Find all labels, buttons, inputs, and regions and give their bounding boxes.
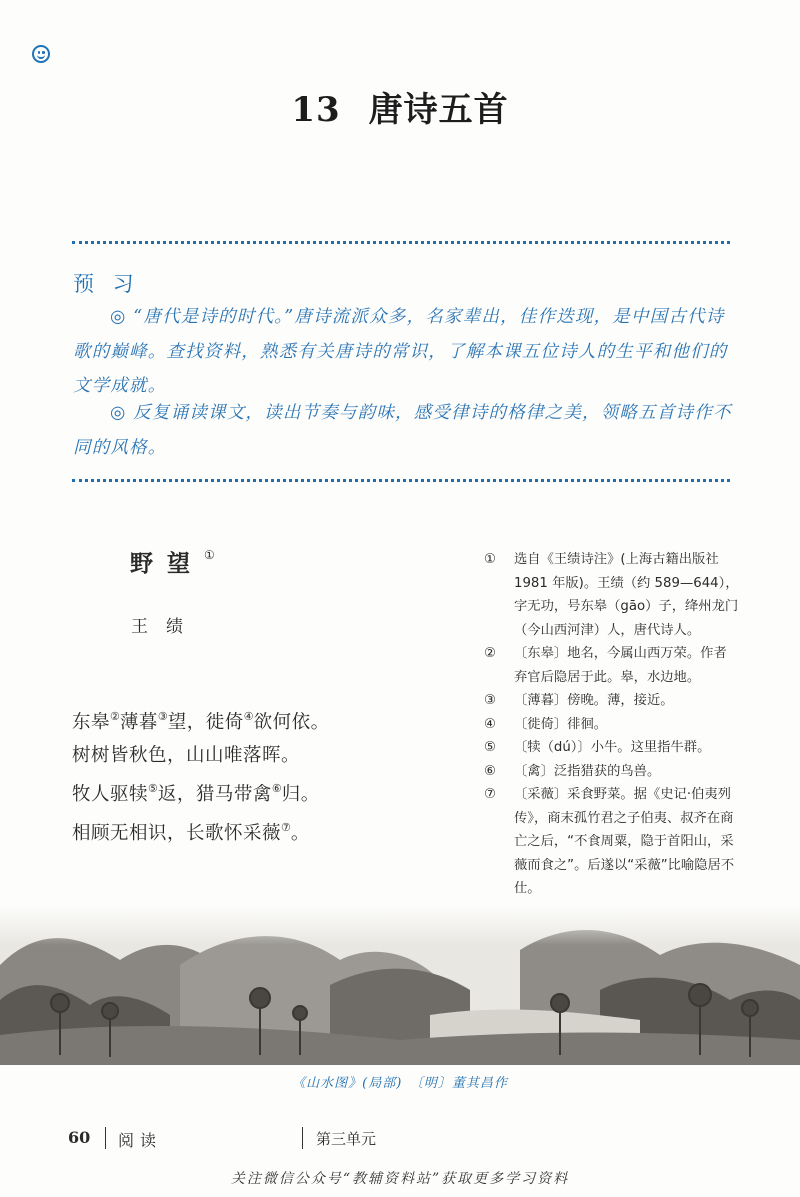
poem-text: 牧人驱犊 [72, 784, 149, 805]
footnote-text: 〔采薇〕采食野菜。据《史记·伯夷列传》，商末孤竹君之子伯夷、叔齐在商亡之后，“不食周粟，隐于首阳山，采薇而食之”。后遂以“采薇”比喻隐居不仕。 [514, 787, 735, 896]
painting-caption: 《山水图》(局部) 〔明〕董其昌作 [292, 1076, 508, 1091]
footnote-ref: ② [110, 710, 120, 723]
footnote [484, 783, 740, 901]
poem-text: 望，徙倚 [167, 712, 244, 733]
footnote [484, 689, 740, 713]
preview-paragraph-1: ◎ “唐代是诗的时代。”唐诗流派众多，名家辈出，佳作迭现，是中国古代诗歌的巅峰。查找资料，熟悉有关唐诗的常识，了解本课五位诗人的生平和他们的文学成就。 [73, 307, 728, 396]
lesson-name: 唐诗五首 [368, 90, 509, 130]
watermark-text: 关注微信公众号“教辅资料站”获取更多学习资料 [230, 1171, 570, 1187]
poem-text: 树树皆秋色，山山唯落晖。 [72, 745, 301, 766]
poem-text: 返，猎马带禽 [157, 784, 272, 805]
smiley-icon [32, 45, 50, 63]
poem-title-text: 野望 [130, 550, 204, 577]
footer-divider [302, 1127, 303, 1149]
footnote [484, 548, 740, 642]
poem-text: 。 [290, 823, 310, 844]
footnote-ref: ③ [157, 710, 168, 723]
footnote [484, 736, 740, 760]
footnote-ref: ⑦ [281, 821, 291, 834]
footnote-text: 〔东皋〕地名，今属山西万荣。作者弃官后隐居于此。皋，水边地。 [514, 646, 727, 685]
poem-text: 相顾无相识，长歌怀采薇 [72, 823, 282, 844]
poem-text: 欲何依。 [253, 712, 330, 733]
footnote-ref: ⑤ [148, 782, 158, 795]
poem-line [72, 739, 330, 772]
footnote-mark: ④ [484, 716, 496, 732]
poem-text: 东皋 [72, 712, 111, 733]
lesson-number: 13 [291, 90, 341, 130]
landscape-painting [0, 905, 800, 1065]
footnote-ref: ⑥ [271, 782, 282, 795]
poem-title-note: ① [204, 548, 215, 562]
footnote-mark: ① [484, 552, 496, 567]
poem-body [72, 700, 330, 850]
footnote [484, 642, 740, 689]
footnotes [484, 548, 740, 901]
page-number: 60 [68, 1128, 91, 1147]
footnote [484, 713, 740, 737]
footnote-mark: ⑥ [484, 763, 496, 779]
footer-divider [105, 1127, 106, 1149]
preview-heading: 预 习 [73, 272, 140, 296]
footer-section: 阅读 [118, 1131, 163, 1150]
footnote-text: 〔徙倚〕徘徊。 [514, 716, 608, 732]
lesson-title [0, 82, 800, 131]
footnote-text: 〔薄暮〕傍晚。薄，接近。 [514, 693, 674, 708]
poem-author: 王绩 [131, 617, 201, 637]
footnote-mark: ⑤ [484, 740, 496, 755]
footnote-mark: ② [484, 646, 496, 661]
preview-paragraph-2: ◎ 反复诵读课文，读出节奏与韵味，感受律诗的格律之美，领略五首诗作不同的风格。 [73, 403, 732, 458]
footer-unit: 第三单元 [316, 1130, 377, 1148]
poem-line [72, 700, 330, 739]
poem-text: 薄暮 [119, 712, 158, 733]
footnote-text: 选自《王绩诗注》(上海古籍出版社 1981 年版)。王绩（约 589—644），字无功，号东皋（gāo）子，绛州龙门（今山西河津）人，唐代诗人。 [514, 552, 739, 638]
footnote-text: 〔禽〕泛指猎获的鸟兽。 [514, 763, 661, 779]
poem-line [72, 811, 330, 850]
footnote-mark: ③ [484, 693, 496, 708]
divider-bottom [72, 479, 730, 482]
poem-title [130, 545, 215, 578]
poem-text: 归。 [281, 784, 320, 805]
poem-line [72, 772, 330, 811]
footnote-mark: ⑦ [484, 787, 496, 802]
divider-top [72, 241, 730, 244]
footnote-ref: ④ [243, 710, 254, 723]
footnote [484, 760, 740, 784]
footnote-text: 〔犊（dú）〕小牛。这里指牛群。 [514, 740, 711, 755]
